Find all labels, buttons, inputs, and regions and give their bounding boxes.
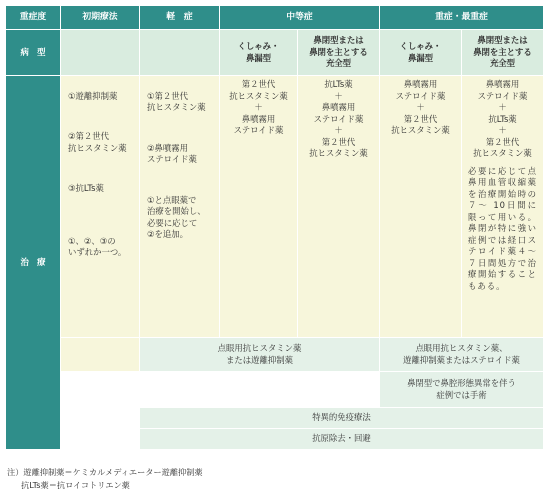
surgery-cell: 鼻閉型で鼻腔形態異常を伴う 症例では手術: [380, 372, 544, 408]
avoidance-cell: 抗原除去・回避: [140, 429, 544, 450]
header-mild: 軽 症: [140, 6, 220, 30]
treatment-main-row: [6, 76, 544, 338]
severe-block-therapy: 鼻噴霧用 ステロイド薬 ＋ 抗LTs薬 ＋ 第２世代 抗ヒスタミン薬: [473, 79, 532, 158]
header-moderate: 中等症: [220, 6, 380, 30]
header-severe: 重症・最重症: [380, 6, 544, 30]
initial-item-1: ①遊離抑制薬: [68, 90, 118, 101]
severe-sneeze-therapy: 鼻噴霧用 ステロイド薬 ＋ 第２世代 抗ヒスタミン薬: [380, 76, 462, 338]
surgery-empty: [61, 372, 380, 408]
type-moderate-sneeze: くしゃみ・ 鼻漏型: [220, 30, 298, 76]
immunotherapy-row: [6, 408, 544, 429]
initial-therapy-cell: [61, 76, 140, 338]
severe-block-note: 必要に応じて点鼻用血管収縮薬を治療開始時の７〜 10日間に限って用いる。鼻閉が特に強い症例では経口ステロイド薬４〜７日間処方で治療開始することもある。: [468, 165, 538, 291]
avoidance-empty: [61, 429, 140, 450]
header-severity: 重症度: [6, 6, 61, 30]
surgery-row: [6, 372, 544, 408]
footnotes: [7, 466, 203, 492]
moderate-sneeze-therapy: 第２世代 抗ヒスタミン薬 ＋ 鼻噴霧用 ステロイド薬: [220, 76, 298, 338]
type-severe-sneeze: くしゃみ・ 鼻漏型: [380, 30, 462, 76]
initial-item-2: ②第２世代 抗ヒスタミン薬: [68, 131, 127, 153]
header-initial-therapy: 初期療法: [61, 6, 140, 30]
header-row: [6, 6, 544, 30]
immunotherapy-empty: [61, 408, 140, 429]
initial-note: ①、②、③の いずれか一つ。: [68, 235, 127, 257]
avoidance-row: [6, 429, 544, 450]
type-empty-mild: [140, 30, 220, 76]
mild-item-1: ①第２世代 抗ヒスタミン薬: [147, 90, 206, 112]
treatment-table: [5, 5, 544, 450]
treatment-table-container: [5, 5, 544, 450]
eye-drops-row: [6, 338, 544, 372]
footnote-2: 抗LTs薬＝抗ロイコトリエン薬: [21, 480, 130, 490]
mild-note: ①と点眼薬で 治療を開始し、 必要に応じて ②を追加。: [147, 194, 206, 239]
footnote-1: 注）遊離抑制薬＝ケミカルメディエーター遊離抑制薬: [7, 467, 203, 477]
moderate-block-therapy: 抗LTs薬 ＋ 鼻噴霧用 ステロイド薬 ＋ 第２世代 抗ヒスタミン薬: [298, 76, 380, 338]
immunotherapy-cell: 特異的免疫療法: [140, 408, 544, 429]
eye-drops-severe: 点眼用抗ヒスタミン薬、 遊離抑制薬またはステロイド薬: [380, 338, 544, 372]
row-label-type: 病 型: [6, 30, 61, 76]
severe-block-therapy-cell: [462, 76, 544, 338]
row-label-treatment: 治 療: [6, 76, 61, 450]
eye-drops-mild-moderate: 点眼用抗ヒスタミン薬 または遊離抑制薬: [140, 338, 380, 372]
disease-type-row: [6, 30, 544, 76]
mild-item-2: ②鼻噴霧用 ステロイド薬: [147, 142, 197, 164]
mild-therapy-cell: [140, 76, 220, 338]
initial-item-3: ③抗LTs薬: [68, 183, 104, 193]
type-moderate-block: 鼻閉型または 鼻閉を主とする 充全型: [298, 30, 380, 76]
eye-drops-initial-empty: [61, 338, 140, 372]
type-empty-initial: [61, 30, 140, 76]
type-severe-block: 鼻閉型または 鼻閉を主とする 充全型: [462, 30, 544, 76]
